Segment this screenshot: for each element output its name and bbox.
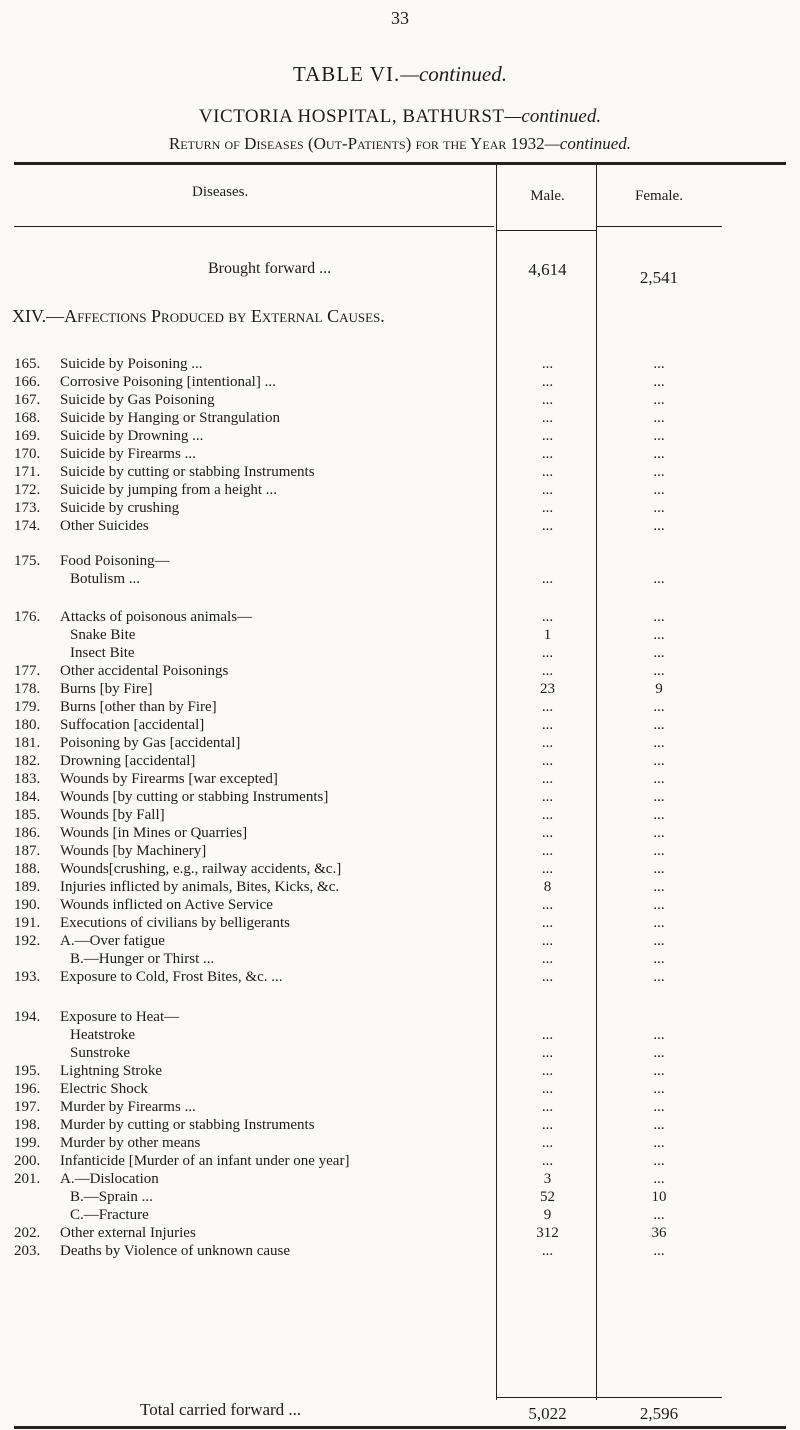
table-row [0,1134,800,1152]
row-label: C.—Fracture [70,1207,149,1223]
row-number: 202. [14,1225,41,1241]
table-row [0,734,800,752]
row-female-value: ... [653,571,665,587]
row-label: Other Suicides [60,518,149,534]
row-label: B.—Hunger or Thirst ... [70,951,215,967]
table-row [0,932,800,950]
hospital-name: VICTORIA HOSPITAL, BATHURST [198,106,505,127]
table-row [0,878,800,896]
row-female-value: ... [653,374,665,390]
table-row [0,1242,800,1260]
row-female-value: 10 [651,1189,667,1205]
row-label: Wounds[crushing, e.g., railway accidents, &c.] [60,861,342,877]
row-label: Murder by Firearms ... [60,1099,196,1115]
row-male-value: ... [541,933,554,949]
row-label: Food Poisoning— [60,553,170,569]
row-label: Suicide by crushing [60,500,180,516]
row-female-value: ... [653,861,665,877]
row-male-value: ... [541,1135,554,1151]
row-female-value: ... [653,789,665,805]
page-number: 33 [391,8,409,28]
row-number: 183. [14,771,41,787]
table-row [0,662,800,680]
row-female-value: ... [653,500,665,516]
brought-forward-label: Brought forward ... [208,260,332,277]
table-row [0,570,800,588]
table-row [0,552,800,570]
bottom-rule [14,1426,786,1429]
row-male-value: ... [541,969,554,985]
row-number: 190. [14,897,41,913]
table-row [0,860,800,878]
row-label: Burns [by Fire] [60,681,153,697]
hospital-continued: —continued. [504,106,602,127]
row-female-value: ... [653,1045,665,1061]
row-male-value: 1 [543,627,552,643]
table-row [0,499,800,517]
row-number: 189. [14,879,41,895]
row-label: Electric Shock [60,1081,148,1097]
table-row [0,950,800,968]
table-row [0,409,800,427]
row-label: Suicide by Poisoning ... [60,356,203,372]
row-female-value: ... [653,627,665,643]
row-label: Sunstroke [70,1045,130,1061]
row-number: 186. [14,825,41,841]
table-row [0,1170,800,1188]
row-male-value: ... [541,356,554,372]
return-title-main: Return of Diseases (Out-Patients) for the Year 1932 [168,134,545,153]
row-male-value: ... [541,699,554,715]
table-row [0,1008,800,1026]
table-row [0,445,800,463]
row-label: Suicide by cutting or stabbing Instruments [60,464,315,480]
row-female-value: ... [653,356,665,372]
table-row [0,752,800,770]
row-male-value: 312 [536,1225,559,1241]
row-male-value: ... [541,1117,554,1133]
row-number: 171. [14,464,41,480]
table-row [0,968,800,986]
section-title: XIV.—Affections Produced by External Causes. [12,306,385,326]
row-female-value: ... [653,879,665,895]
row-female-value: ... [653,392,665,408]
row-male-value: ... [541,951,554,967]
row-label: Suffocation [accidental] [60,717,205,733]
row-female-value: ... [653,609,665,625]
table-row [0,842,800,860]
row-female-value: ... [653,807,665,823]
row-female-value: ... [653,446,665,462]
row-number: 198. [14,1117,41,1133]
row-number: 193. [14,969,41,985]
total-rule-female [596,1397,722,1398]
row-number: 172. [14,482,41,498]
row-female-value: ... [653,645,665,661]
row-number: 175. [14,553,41,569]
row-female-value: ... [653,1207,665,1223]
table-row [0,1098,800,1116]
row-male-value: ... [541,410,554,426]
row-male-value: ... [541,1153,554,1169]
row-female-value: ... [653,897,665,913]
row-female-value: ... [653,969,665,985]
table-row [0,463,800,481]
row-female-value: ... [653,825,665,841]
row-label: Wounds inflicted on Active Service [60,897,273,913]
row-number: 196. [14,1081,41,1097]
row-female-value: ... [653,482,665,498]
row-number: 173. [14,500,41,516]
row-label: Wounds [in Mines or Quarries] [60,825,248,841]
row-male-value: ... [541,663,554,679]
row-number: 170. [14,446,41,462]
row-label: Botulism ... [70,571,141,587]
table-row [0,391,800,409]
row-number: 200. [14,1153,41,1169]
row-label: Suicide by Hanging or Strangulation [60,410,280,426]
row-female-value: ... [653,1171,665,1187]
row-label: Suicide by jumping from a height ... [60,482,278,498]
row-male-value: 23 [540,681,555,697]
row-female-value: ... [653,951,665,967]
row-female-value: ... [653,1099,665,1115]
return-title [0,134,800,154]
row-male-value: 8 [543,879,552,895]
row-label: Exposure to Cold, Frost Bites, &c. ... [60,969,283,985]
row-label: Executions of civilians by belligerants [60,915,290,931]
row-male-value: ... [541,571,554,587]
table-row [0,680,800,698]
row-male-value: ... [541,392,554,408]
row-label: Murder by other means [60,1135,201,1151]
male-header: Male. [530,188,565,204]
row-label: Other external Injuries [60,1225,196,1241]
row-label: Infanticide [Murder of an infant under one year] [60,1153,350,1169]
hospital-title [0,106,800,128]
table-title-continued: —continued. [400,62,507,86]
row-female-value: ... [653,933,665,949]
row-number: 184. [14,789,41,805]
top-rule [14,162,786,165]
table-row [0,914,800,932]
row-number: 192. [14,933,41,949]
row-number: 177. [14,663,41,679]
row-label: Other accidental Poisonings [60,663,229,679]
row-female-value: ... [653,1117,665,1133]
row-label: B.—Sprain ... [70,1189,153,1205]
row-male-value: ... [541,464,554,480]
table-row [0,1206,800,1224]
row-label: Suicide by Drowning ... [60,428,204,444]
row-male-value: ... [541,807,554,823]
row-female-value: ... [653,699,665,715]
table-row [0,788,800,806]
table-row [0,1062,800,1080]
total-carried-forward-label: Total carried forward ... [140,1400,302,1419]
female-header: Female. [635,188,683,204]
row-number: 180. [14,717,41,733]
row-male-value: ... [541,861,554,877]
row-male-value: ... [541,771,554,787]
row-female-value: ... [653,428,665,444]
row-female-value: ... [653,1081,665,1097]
row-male-value: ... [541,1045,554,1061]
row-male-value: ... [541,645,554,661]
table-row [0,1224,800,1242]
total-carried-forward-male: 5,022 [528,1404,567,1423]
row-number: 165. [14,356,41,372]
row-number: 203. [14,1243,41,1259]
row-male-value: ... [541,518,554,534]
row-male-value: ... [541,825,554,841]
row-number: 195. [14,1063,41,1079]
row-female-value: ... [653,1243,665,1259]
row-number: 166. [14,374,41,390]
brought-forward-male: 4,614 [528,260,567,279]
row-number: 197. [14,1099,41,1115]
table-row [0,608,800,626]
table-row [0,517,800,535]
table-row [0,824,800,842]
row-male-value: ... [541,897,554,913]
row-female-value: ... [653,1135,665,1151]
row-label: Wounds by Firearms [war excepted] [60,771,278,787]
row-label: Heatstroke [70,1027,135,1043]
table-row [0,1044,800,1062]
row-label: Wounds [by Fall] [60,807,165,823]
return-title-continued: —continued. [544,134,632,153]
row-number: 179. [14,699,41,715]
row-male-value: ... [541,1099,554,1115]
row-male-value: 52 [540,1189,555,1205]
row-label: Suicide by Firearms ... [60,446,196,462]
row-label: Injuries inflicted by animals, Bites, Kicks, &c. [60,879,340,895]
row-female-value: ... [653,735,665,751]
row-male-value: ... [541,609,554,625]
row-number: 201. [14,1171,41,1187]
row-male-value: 9 [543,1207,552,1223]
row-male-value: ... [541,717,554,733]
table-row [0,481,800,499]
table-row [0,1116,800,1134]
row-male-value: ... [541,735,554,751]
row-female-value: ... [653,1027,665,1043]
table-row [0,373,800,391]
table-row [0,716,800,734]
row-label: Wounds [by cutting or stabbing Instruments] [60,789,329,805]
row-label: Corrosive Poisoning [intentional] ... [60,374,276,390]
table-row [0,626,800,644]
table-row [0,1080,800,1098]
row-label: Deaths by Violence of unknown cause [60,1243,291,1259]
row-number: 182. [14,753,41,769]
row-label: Wounds [by Machinery] [60,843,207,859]
female-header-rule [596,226,722,227]
row-number: 178. [14,681,41,697]
table-row [0,1188,800,1206]
row-female-value: ... [653,1153,665,1169]
row-male-value: ... [541,915,554,931]
row-label: A.—Over fatigue [60,933,165,949]
row-female-value: 9 [655,681,663,697]
row-label: Exposure to Heat— [60,1009,180,1025]
row-female-value: ... [653,753,665,769]
row-number: 199. [14,1135,41,1151]
row-female-value: ... [653,518,665,534]
row-label: A.—Dislocation [60,1171,159,1187]
table-title [0,62,800,87]
row-label: Attacks of poisonous animals— [60,609,253,625]
diseases-header: Diseases. [192,184,249,200]
row-label: Drowning [accidental] [60,753,196,769]
row-number: 174. [14,518,41,534]
row-female-value: ... [653,915,665,931]
row-male-value: ... [541,1081,554,1097]
row-label: Murder by cutting or stabbing Instruments [60,1117,315,1133]
row-female-value: 36 [651,1225,667,1241]
row-number: 194. [14,1009,41,1025]
row-label: Suicide by Gas Poisoning [60,392,215,408]
row-number: 185. [14,807,41,823]
total-rule-male [496,1397,596,1398]
table-row [0,1026,800,1044]
row-number: 191. [14,915,41,931]
row-female-value: ... [653,410,665,426]
row-male-value: ... [541,428,554,444]
table-row [0,806,800,824]
row-label: Snake Bite [70,627,136,643]
row-female-value: ... [653,717,665,733]
header-rule [14,226,494,227]
row-number: 187. [14,843,41,859]
row-number: 168. [14,410,41,426]
row-number: 176. [14,609,41,625]
row-male-value: ... [541,1063,554,1079]
row-male-value: ... [541,843,554,859]
row-label: Lightning Stroke [60,1063,163,1079]
table-row [0,427,800,445]
row-label: Poisoning by Gas [accidental] [60,735,241,751]
total-carried-forward-female: 2,596 [639,1404,679,1423]
table-row [0,698,800,716]
brought-forward-female: 2,541 [639,268,679,287]
row-female-value: ... [653,1063,665,1079]
row-male-value: ... [541,446,554,462]
table-row [0,896,800,914]
row-number: 169. [14,428,41,444]
row-male-value: ... [541,1243,554,1259]
row-male-value: ... [541,500,554,516]
row-female-value: ... [653,771,665,787]
row-male-value: ... [541,374,554,390]
row-number: 181. [14,735,41,751]
row-male-value: 3 [543,1171,552,1187]
row-male-value: ... [541,482,554,498]
row-number: 167. [14,392,41,408]
row-female-value: ... [653,843,665,859]
male-header-rule [496,230,596,231]
row-label: Insect Bite [70,645,135,661]
row-number: 188. [14,861,41,877]
table-row [0,1152,800,1170]
table-row [0,644,800,662]
table-row [0,770,800,788]
row-male-value: ... [541,789,554,805]
row-female-value: ... [653,464,665,480]
row-label: Burns [other than by Fire] [60,699,217,715]
row-female-value: ... [653,663,665,679]
table-title-main: TABLE VI. [293,62,401,86]
row-male-value: ... [541,1027,554,1043]
table-row [0,355,800,373]
row-male-value: ... [541,753,554,769]
